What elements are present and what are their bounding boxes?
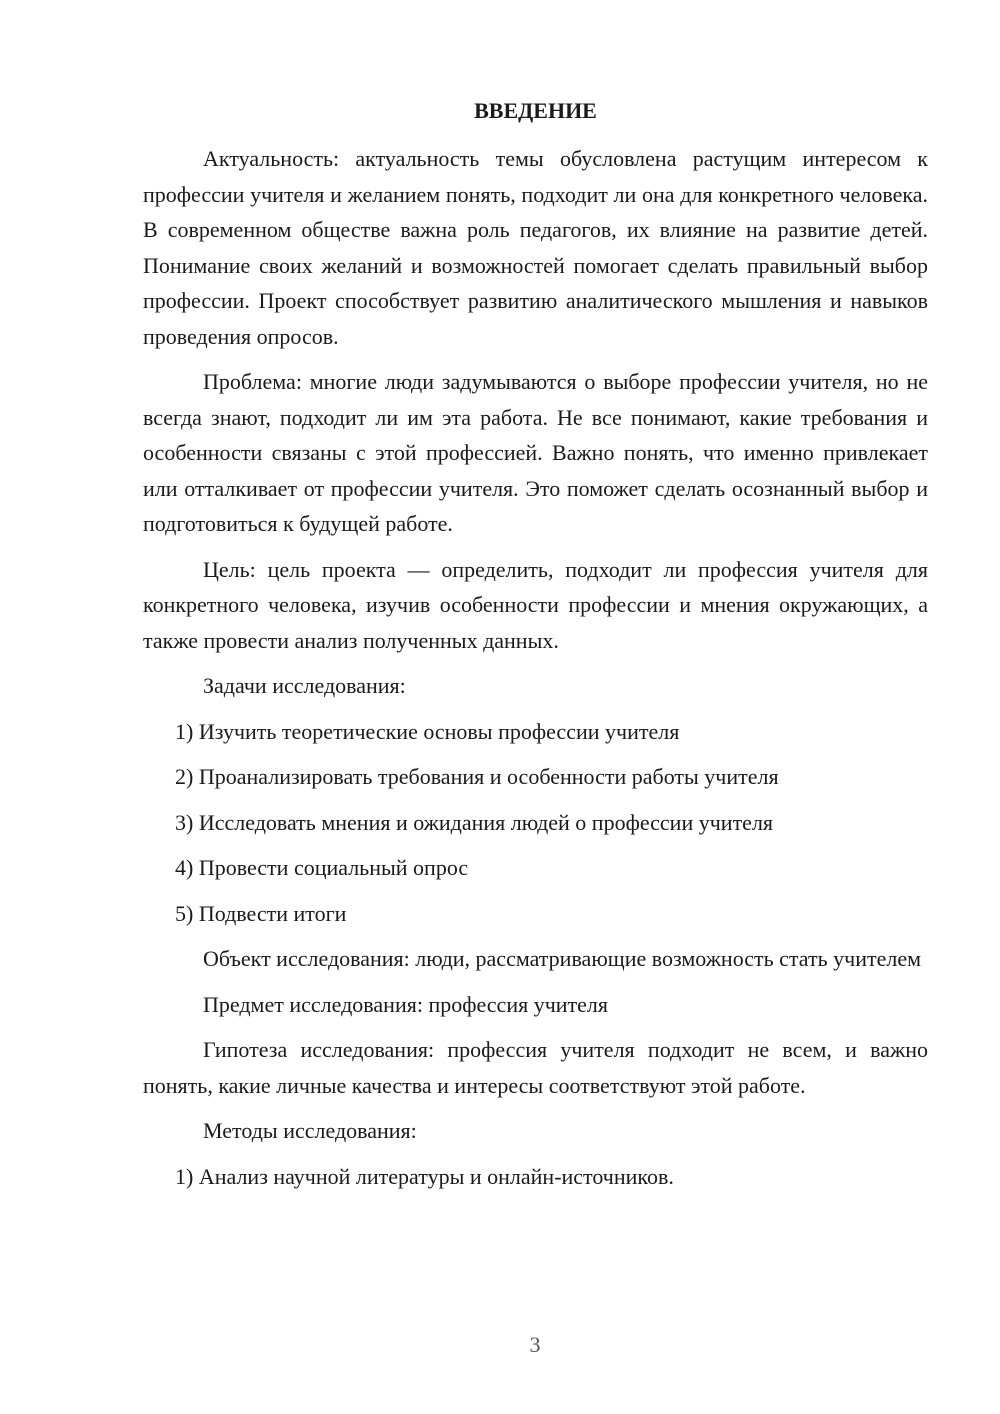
object-paragraph: Объект исследования: люди, рассматривающие возможность стать учителем [203, 946, 922, 971]
problem-paragraph: Проблема: многие люди задумываются о выборе профессии учителя, но не всегда знают, подходит ли им эта работа. Не все понимают, какие требования и особенности связаны с этой профессией. Важно понять, что именно привлекает или отталкивает от профессии учителя. Это поможет сделать осознанный выбор и подготовиться к будущей работе. [143, 369, 928, 536]
page-number: 3 [529, 1332, 541, 1357]
section-heading: ВВЕДЕНИЕ [474, 98, 597, 123]
method-item-1: 1) Анализ научной литературы и онлайн-источников. [175, 1163, 674, 1189]
methods-label: Методы исследования: [203, 1118, 417, 1143]
tasks-label: Задачи исследования: [203, 673, 406, 698]
task-item-3: 3) Исследовать мнения и ожидания людей о профессии учителя [175, 809, 774, 835]
task-item-5: 5) Подвести итоги [175, 900, 347, 926]
task-item-2: 2) Проанализировать требования и особенности работы учителя [175, 764, 779, 789]
document-page [143, 96, 928, 1204]
relevance-paragraph: Актуальность: актуальность темы обусловлена растущим интересом к профессии учителя и желанием понять, подходит ли она для конкретного человека. В современном обществе важна роль педагогов, их влияние на развитие детей. Понимание своих желаний и возможностей помогает сделать правильный выбор профессии. Проект способствует развитию аналитического мышления и навыков проведения опросов. [143, 146, 928, 349]
goal-paragraph: Цель: цель проекта — определить, подходит ли профессия учителя для конкретного человека, изучив особенности профессии и мнения окружающих, а также провести анализ полученных данных. [143, 556, 928, 653]
hypothesis-paragraph: Гипотеза исследования: профессия учителя подходит не всем, и важно понять, какие личные качества и интересы соответствуют этой работе. [143, 1037, 928, 1098]
subject-paragraph: Предмет исследования: профессия учителя [203, 991, 609, 1017]
task-item-4: 4) Провести социальный опрос [175, 855, 469, 880]
task-item-1: 1) Изучить теоретические основы профессии учителя [175, 718, 680, 744]
